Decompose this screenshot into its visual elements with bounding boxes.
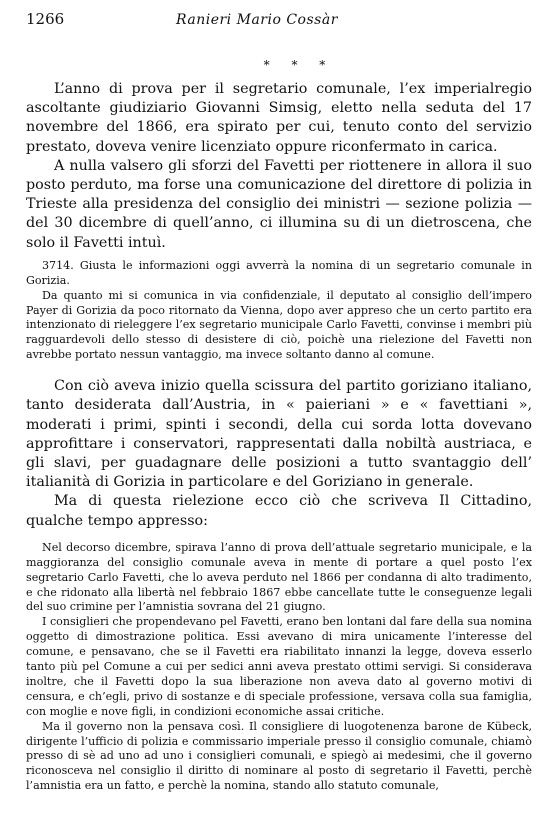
body-paragraph: A nulla valsero gli sforzi del Favetti per riottenere in allora il suo posto perduto, ma forse una comunicazione del direttore di polizia in Trieste alla presidenza del consiglio dei ministri — sezione polizia — del 30 dicembre di quell’anno, ci illumina su di un dietroscena, che solo il Favetti intuì. (26, 157, 532, 251)
quote-paragraph: I consiglieri che propendevano pel Favetti, erano ben lontani dal fare della sua nomina oggetto di dimostrazione politica. Essi avevano di mira unicamente l’interesse del comune, e pensavano, che se il Favetti era riabilitato innanzi la legge, doveva esserlo tanto più pel Comune a cui per sedici anni aveva prestato ottimi servigi. Si considerava inoltre, che il Favetti dopo la sua liberazione non aveva dato al governo motivi di censura, e ch’egli, privo di sostanze e di speciale professione, versava colla sua famiglia, con moglie e nove figli, in condizioni economiche assai critiche. (26, 615, 532, 718)
main-text-block-1 (26, 80, 532, 253)
body-paragraph: Ma di questa rielezione ecco ciò che scriveva Il Cittadino, qualche tempo appresso: (26, 493, 532, 529)
page-header (26, 10, 532, 32)
spacer (26, 363, 532, 377)
section-ornament: * * * (263, 58, 335, 72)
body-paragraph: Con ciò aveva inizio quella scissura del partito goriziano italiano, tanto desiderata dall’Austria, in « paieriani » e « favettiani », moderati i primi, spinti i secondi, della cui sorda lotta dovevano approfittare i conservatori, rappresentati dalla nobiltà austriaca, e gli slavi, per guadagnare delle posizioni a tutto svantaggio dell’ italianità di Gorizia in particolare e del Goriziano in generale. (26, 378, 532, 491)
quoted-newspaper-excerpt (26, 541, 532, 794)
running-title: Ranieri Mario Cossàr (176, 12, 338, 28)
quote-paragraph: 3714. Giusta le informazioni oggi avverrà la nomina di un segretario comunale in Gorizia. (26, 258, 532, 287)
quote-paragraph: Ma il governo non la pensava così. Il consigliere di luogotenenza barone de Kübeck, dirigente l’ufficio di polizia e commissario imperiale presso il consiglio comunale, chiamò presso di sè ad uno ad uno i consiglieri comunali, e spiegò ai medesimi, che il governo riconosceva nel consiglio il diritto di nominare al posto di segretario il Favetti, perchè l’amnistia era un fatto, e perchè la nomina, stando allo statuto comunale, (26, 719, 532, 793)
quote-paragraph: Nel decorso dicembre, spirava l’anno di prova dell’attuale segretario municipale, e la maggioranza del consiglio comunale aveva in mente di portare a quel posto l’ex segretario Carlo Favetti, che lo aveva perduto nel 1866 per condanna di alto tradimento, e che ridonato alla libertà nel febbraio 1867 ebbe cancellate tutte le conseguenze legali del suo crimine per l’amnistia sovrana del 21 giugno. (26, 540, 532, 614)
quoted-police-report (26, 259, 532, 363)
page-number: 1266 (26, 10, 65, 28)
main-text-block-2 (26, 377, 532, 531)
body-paragraph: L’anno di prova per il segretario comunale, l’ex imperialregio ascoltante giudiziario Giovanni Simsig, eletto nella seduta del 17 novembre del 1866, era spirato per cui, tenuto conto del servizio prestato, doveva venire licenziato oppure riconfermato in carica. (26, 81, 532, 155)
quote-paragraph: Da quanto mi si comunica in via confidenziale, il deputato al consiglio dell’impero Payer di Gorizia da poco ritornato da Vienna, dopo aver appreso che un certo partito era intenzionato di rieleggere l’ex segretario municipale Carlo Favetti, convinse i membri più ragguardevoli dello stesso di desistere di ciò, poichè una rielezione del Favetti non avrebbe portato nessun vantaggio, ma invece soltanto danno al comune. (26, 288, 532, 362)
